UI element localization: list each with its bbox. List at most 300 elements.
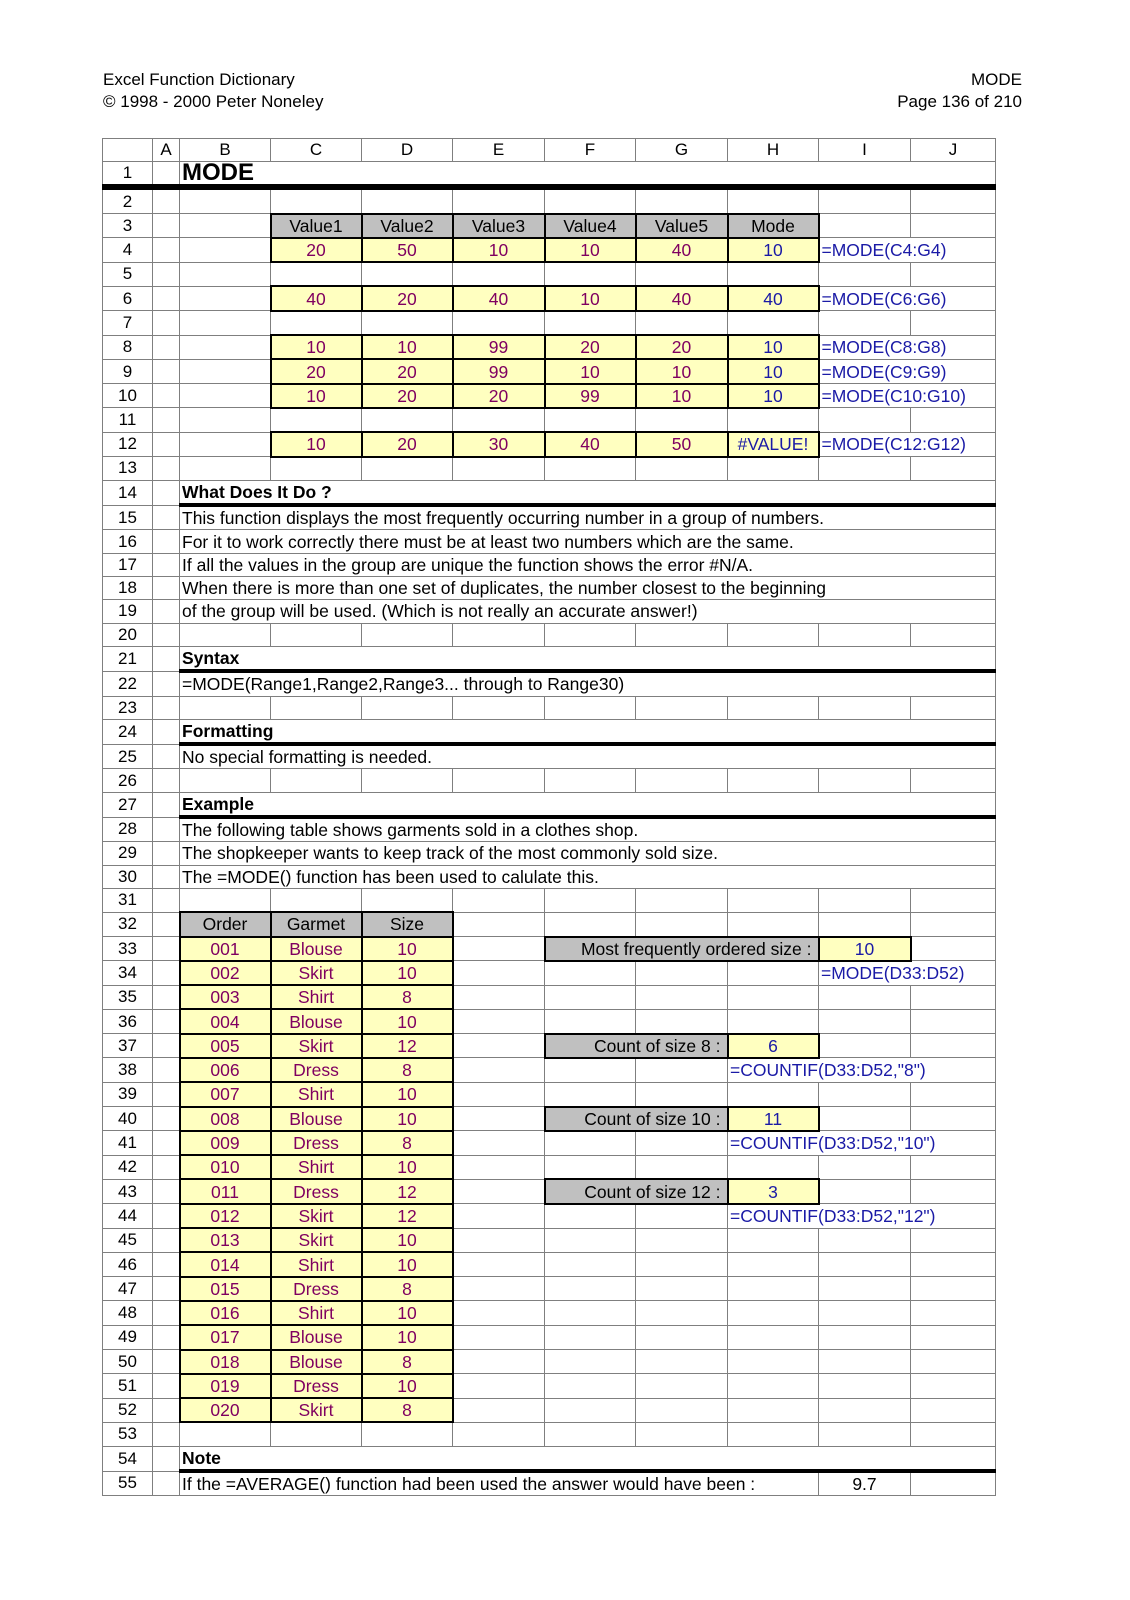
order-cell[interactable]: 015 xyxy=(180,1277,271,1301)
cell[interactable] xyxy=(453,888,545,912)
value-cell[interactable]: 10 xyxy=(271,384,362,408)
value-cell[interactable]: 20 xyxy=(362,384,453,408)
cell[interactable] xyxy=(636,1252,728,1276)
section-heading-formatting[interactable]: Formatting xyxy=(180,719,996,744)
value-cell[interactable]: 40 xyxy=(453,286,545,310)
cell[interactable] xyxy=(453,1252,545,1276)
row-number[interactable]: 14 xyxy=(103,480,153,505)
cell[interactable] xyxy=(545,985,636,1009)
cell[interactable] xyxy=(153,842,180,865)
garment-cell[interactable]: Dress xyxy=(271,1179,362,1203)
row-number[interactable]: 52 xyxy=(103,1398,153,1422)
description-line[interactable]: of the group will be used. (Which is not really an accurate answer!) xyxy=(180,600,996,623)
row-number[interactable]: 45 xyxy=(103,1228,153,1252)
cell[interactable] xyxy=(153,1277,180,1301)
cell[interactable] xyxy=(545,408,636,432)
cell[interactable] xyxy=(453,1179,545,1203)
formula-text[interactable]: =MODE(C10:G10) xyxy=(819,384,996,408)
cell[interactable] xyxy=(153,286,180,310)
example-line[interactable]: The shopkeeper wants to keep track of the most commonly sold size. xyxy=(180,842,996,865)
value-cell[interactable]: 20 xyxy=(271,238,362,262)
row-number[interactable]: 43 xyxy=(103,1179,153,1203)
cell[interactable] xyxy=(153,937,180,961)
section-heading-what[interactable]: What Does It Do ? xyxy=(180,480,996,505)
cell[interactable] xyxy=(153,1082,180,1106)
cell[interactable] xyxy=(819,214,911,238)
cell[interactable] xyxy=(453,1228,545,1252)
cell[interactable] xyxy=(911,1374,996,1398)
value-cell[interactable]: 20 xyxy=(271,359,362,383)
cell[interactable] xyxy=(271,623,362,646)
cell[interactable] xyxy=(545,1301,636,1325)
cell[interactable] xyxy=(911,408,996,432)
column-header[interactable]: G xyxy=(636,139,728,162)
cell[interactable] xyxy=(819,1398,911,1422)
cell[interactable] xyxy=(153,187,180,213)
cell[interactable] xyxy=(153,1058,180,1082)
cell[interactable] xyxy=(153,1204,180,1228)
cell[interactable] xyxy=(728,1350,819,1374)
formula-text[interactable]: =MODE(D33:D52) xyxy=(819,961,996,985)
size-cell[interactable]: 8 xyxy=(362,1131,453,1155)
size-cell[interactable]: 10 xyxy=(362,1082,453,1106)
count-8-label[interactable]: Count of size 8 : xyxy=(545,1034,728,1058)
cell[interactable] xyxy=(153,1446,180,1471)
row-number[interactable]: 15 xyxy=(103,505,153,530)
row-number[interactable]: 3 xyxy=(103,214,153,238)
size-cell[interactable]: 10 xyxy=(362,937,453,961)
row-number[interactable]: 28 xyxy=(103,817,153,842)
value-cell[interactable]: 10 xyxy=(636,384,728,408)
cell[interactable] xyxy=(453,1325,545,1349)
formula-text[interactable]: =MODE(C12:G12) xyxy=(819,432,996,456)
mode-result[interactable]: 10 xyxy=(728,335,819,359)
cell[interactable] xyxy=(153,408,180,432)
cell[interactable] xyxy=(545,187,636,213)
garment-cell[interactable]: Blouse xyxy=(271,1325,362,1349)
note-text[interactable]: If the =AVERAGE() function had been used the answer would have been : xyxy=(180,1471,819,1496)
garment-cell[interactable]: Skirt xyxy=(271,1034,362,1058)
cell[interactable] xyxy=(636,1228,728,1252)
cell[interactable] xyxy=(453,1131,545,1155)
cell[interactable] xyxy=(153,553,180,576)
section-heading-note[interactable]: Note xyxy=(180,1446,996,1471)
cell[interactable] xyxy=(728,1398,819,1422)
row-number[interactable]: 18 xyxy=(103,577,153,600)
cell[interactable] xyxy=(271,888,362,912)
cell[interactable] xyxy=(545,311,636,335)
row-number[interactable]: 26 xyxy=(103,769,153,792)
cell[interactable] xyxy=(545,262,636,286)
size-cell[interactable]: 8 xyxy=(362,1058,453,1082)
cell[interactable] xyxy=(728,1082,819,1106)
cell[interactable] xyxy=(153,335,180,359)
cell[interactable] xyxy=(271,311,362,335)
description-line[interactable]: This function displays the most frequently occurring number in a group of numbers. xyxy=(180,505,996,530)
cell[interactable] xyxy=(636,623,728,646)
column-header[interactable]: D xyxy=(362,139,453,162)
cell[interactable] xyxy=(153,577,180,600)
garment-cell[interactable]: Blouse xyxy=(271,1107,362,1131)
order-cell[interactable]: 009 xyxy=(180,1131,271,1155)
cell[interactable] xyxy=(545,696,636,719)
cell[interactable] xyxy=(636,1058,728,1082)
row-number[interactable]: 42 xyxy=(103,1155,153,1179)
row-number[interactable]: 47 xyxy=(103,1277,153,1301)
row-number[interactable]: 5 xyxy=(103,262,153,286)
row-number[interactable]: 48 xyxy=(103,1301,153,1325)
cell[interactable] xyxy=(153,432,180,456)
cell[interactable] xyxy=(636,888,728,912)
cell[interactable] xyxy=(362,311,453,335)
cell[interactable] xyxy=(819,696,911,719)
cell[interactable] xyxy=(636,912,728,936)
cell[interactable] xyxy=(819,1155,911,1179)
cell[interactable] xyxy=(545,912,636,936)
cell[interactable] xyxy=(180,238,271,262)
garment-cell[interactable]: Blouse xyxy=(271,1350,362,1374)
cell[interactable] xyxy=(728,457,819,481)
order-cell[interactable]: 019 xyxy=(180,1374,271,1398)
cell[interactable] xyxy=(636,985,728,1009)
cell[interactable] xyxy=(911,1228,996,1252)
cell[interactable] xyxy=(545,1155,636,1179)
cell[interactable] xyxy=(819,187,911,213)
cell[interactable] xyxy=(911,1009,996,1033)
value-cell[interactable]: 10 xyxy=(453,238,545,262)
value-header[interactable]: Value2 xyxy=(362,214,453,238)
value-cell[interactable]: 10 xyxy=(362,335,453,359)
garment-cell[interactable]: Shirt xyxy=(271,1155,362,1179)
cell[interactable] xyxy=(911,1350,996,1374)
garment-cell[interactable]: Dress xyxy=(271,1374,362,1398)
row-number[interactable]: 2 xyxy=(103,187,153,213)
cell[interactable] xyxy=(545,1082,636,1106)
formula-text[interactable]: =MODE(C9:G9) xyxy=(819,359,996,383)
row-number[interactable]: 17 xyxy=(103,553,153,576)
value-cell[interactable]: 20 xyxy=(636,335,728,359)
value-cell[interactable]: 50 xyxy=(362,238,453,262)
value-cell[interactable]: 10 xyxy=(545,238,636,262)
order-cell[interactable]: 018 xyxy=(180,1350,271,1374)
cell[interactable] xyxy=(911,457,996,481)
cell[interactable] xyxy=(636,1398,728,1422)
cell[interactable] xyxy=(153,1301,180,1325)
cell[interactable] xyxy=(453,262,545,286)
row-number[interactable]: 20 xyxy=(103,623,153,646)
cell[interactable] xyxy=(153,1252,180,1276)
cell[interactable] xyxy=(819,1082,911,1106)
cell[interactable] xyxy=(728,187,819,213)
cell[interactable] xyxy=(819,623,911,646)
cell[interactable] xyxy=(453,912,545,936)
cell[interactable] xyxy=(636,1277,728,1301)
row-number[interactable]: 44 xyxy=(103,1204,153,1228)
size-cell[interactable]: 10 xyxy=(362,961,453,985)
row-number[interactable]: 24 xyxy=(103,719,153,744)
cell[interactable] xyxy=(153,238,180,262)
cell[interactable] xyxy=(362,1422,453,1446)
value-cell[interactable]: 40 xyxy=(636,286,728,310)
cell[interactable] xyxy=(153,696,180,719)
most-frequent-value[interactable]: 10 xyxy=(819,937,911,961)
value-cell[interactable]: 99 xyxy=(453,359,545,383)
value-header[interactable]: Value3 xyxy=(453,214,545,238)
cell[interactable] xyxy=(911,1301,996,1325)
cell[interactable] xyxy=(153,671,180,696)
order-cell[interactable]: 002 xyxy=(180,961,271,985)
cell[interactable] xyxy=(453,1422,545,1446)
cell[interactable] xyxy=(180,432,271,456)
cell[interactable] xyxy=(453,1277,545,1301)
cell[interactable] xyxy=(636,1350,728,1374)
example-header[interactable]: Size xyxy=(362,912,453,936)
row-number[interactable]: 33 xyxy=(103,937,153,961)
cell[interactable] xyxy=(180,311,271,335)
column-header[interactable]: J xyxy=(911,139,996,162)
cell[interactable] xyxy=(153,262,180,286)
cell[interactable] xyxy=(153,888,180,912)
order-cell[interactable]: 008 xyxy=(180,1107,271,1131)
row-number[interactable]: 8 xyxy=(103,335,153,359)
row-number[interactable]: 22 xyxy=(103,671,153,696)
row-number[interactable]: 16 xyxy=(103,530,153,553)
cell[interactable] xyxy=(911,696,996,719)
row-number[interactable]: 36 xyxy=(103,1009,153,1033)
cell[interactable] xyxy=(728,696,819,719)
column-header[interactable]: A xyxy=(153,139,180,162)
cell[interactable] xyxy=(545,1228,636,1252)
sheet-title[interactable]: MODE xyxy=(180,162,996,188)
cell[interactable] xyxy=(153,359,180,383)
size-cell[interactable]: 10 xyxy=(362,1301,453,1325)
section-heading-syntax[interactable]: Syntax xyxy=(180,646,996,671)
row-number[interactable]: 27 xyxy=(103,792,153,817)
row-number[interactable]: 25 xyxy=(103,744,153,769)
cell[interactable] xyxy=(545,769,636,792)
example-header[interactable]: Garmet xyxy=(271,912,362,936)
cell[interactable] xyxy=(819,912,911,936)
value-cell[interactable]: 20 xyxy=(362,432,453,456)
cell[interactable] xyxy=(545,1277,636,1301)
cell[interactable] xyxy=(911,985,996,1009)
column-header[interactable]: F xyxy=(545,139,636,162)
cell[interactable] xyxy=(911,623,996,646)
cell[interactable] xyxy=(362,623,453,646)
cell[interactable] xyxy=(153,1131,180,1155)
garment-cell[interactable]: Blouse xyxy=(271,937,362,961)
row-number[interactable]: 1 xyxy=(103,162,153,188)
value-cell[interactable]: 40 xyxy=(545,432,636,456)
cell[interactable] xyxy=(911,1082,996,1106)
description-line[interactable]: When there is more than one set of duplicates, the number closest to the beginning xyxy=(180,577,996,600)
size-cell[interactable]: 12 xyxy=(362,1179,453,1203)
cell[interactable] xyxy=(153,530,180,553)
cell[interactable] xyxy=(153,1398,180,1422)
cell[interactable] xyxy=(911,1179,996,1203)
cell[interactable] xyxy=(728,408,819,432)
row-number[interactable]: 54 xyxy=(103,1446,153,1471)
cell[interactable] xyxy=(911,912,996,936)
value-cell[interactable]: 20 xyxy=(362,359,453,383)
cell[interactable] xyxy=(153,985,180,1009)
syntax-text[interactable]: =MODE(Range1,Range2,Range3... through to Range30) xyxy=(180,671,996,696)
cell[interactable] xyxy=(453,311,545,335)
row-number[interactable]: 38 xyxy=(103,1058,153,1082)
cell[interactable] xyxy=(728,769,819,792)
cell[interactable] xyxy=(911,888,996,912)
cell[interactable] xyxy=(819,408,911,432)
cell[interactable] xyxy=(636,1082,728,1106)
example-header[interactable]: Order xyxy=(180,912,271,936)
row-number[interactable]: 12 xyxy=(103,432,153,456)
cell[interactable] xyxy=(180,384,271,408)
cell[interactable] xyxy=(911,1398,996,1422)
mode-result[interactable]: 10 xyxy=(728,384,819,408)
cell[interactable] xyxy=(180,696,271,719)
cell[interactable] xyxy=(453,623,545,646)
cell[interactable] xyxy=(819,262,911,286)
size-cell[interactable]: 10 xyxy=(362,1252,453,1276)
count-12-label[interactable]: Count of size 12 : xyxy=(545,1179,728,1203)
value-cell[interactable]: 99 xyxy=(453,335,545,359)
cell[interactable] xyxy=(153,1107,180,1131)
cell[interactable] xyxy=(911,1325,996,1349)
garment-cell[interactable]: Dress xyxy=(271,1131,362,1155)
cell[interactable] xyxy=(271,696,362,719)
cell[interactable] xyxy=(545,1325,636,1349)
row-number[interactable]: 55 xyxy=(103,1471,153,1496)
cell[interactable] xyxy=(153,865,180,888)
size-cell[interactable]: 8 xyxy=(362,985,453,1009)
cell[interactable] xyxy=(911,937,996,961)
cell[interactable] xyxy=(636,1155,728,1179)
size-cell[interactable]: 10 xyxy=(362,1228,453,1252)
cell[interactable] xyxy=(362,888,453,912)
cell[interactable] xyxy=(545,623,636,646)
order-cell[interactable]: 010 xyxy=(180,1155,271,1179)
size-cell[interactable]: 8 xyxy=(362,1398,453,1422)
cell[interactable] xyxy=(180,286,271,310)
cell[interactable] xyxy=(271,262,362,286)
value-header[interactable]: Value1 xyxy=(271,214,362,238)
cell[interactable] xyxy=(453,1034,545,1058)
garment-cell[interactable]: Dress xyxy=(271,1277,362,1301)
garment-cell[interactable]: Shirt xyxy=(271,985,362,1009)
row-number[interactable]: 13 xyxy=(103,457,153,481)
cell[interactable] xyxy=(153,457,180,481)
row-number[interactable]: 50 xyxy=(103,1350,153,1374)
cell[interactable] xyxy=(180,888,271,912)
row-number[interactable]: 29 xyxy=(103,842,153,865)
cell[interactable] xyxy=(153,623,180,646)
cell[interactable] xyxy=(453,408,545,432)
garment-cell[interactable]: Skirt xyxy=(271,1398,362,1422)
cell[interactable] xyxy=(728,262,819,286)
cell[interactable] xyxy=(636,961,728,985)
size-cell[interactable]: 10 xyxy=(362,1009,453,1033)
value-cell[interactable]: 20 xyxy=(362,286,453,310)
row-number[interactable]: 6 xyxy=(103,286,153,310)
cell[interactable] xyxy=(453,696,545,719)
example-line[interactable]: The =MODE() function has been used to calulate this. xyxy=(180,865,996,888)
row-number[interactable]: 21 xyxy=(103,646,153,671)
row-number[interactable]: 39 xyxy=(103,1082,153,1106)
cell[interactable] xyxy=(153,961,180,985)
cell[interactable] xyxy=(153,1034,180,1058)
cell[interactable] xyxy=(180,769,271,792)
cell[interactable] xyxy=(545,1009,636,1033)
cell[interactable] xyxy=(728,1422,819,1446)
cell[interactable] xyxy=(819,888,911,912)
cell[interactable] xyxy=(362,187,453,213)
cell[interactable] xyxy=(911,214,996,238)
cell[interactable] xyxy=(362,696,453,719)
row-number[interactable]: 19 xyxy=(103,600,153,623)
cell[interactable] xyxy=(636,1301,728,1325)
order-cell[interactable]: 004 xyxy=(180,1009,271,1033)
cell[interactable] xyxy=(271,408,362,432)
cell[interactable] xyxy=(453,769,545,792)
cell[interactable] xyxy=(153,1471,180,1496)
cell[interactable] xyxy=(911,1252,996,1276)
garment-cell[interactable]: Shirt xyxy=(271,1301,362,1325)
cell[interactable] xyxy=(819,1422,911,1446)
cell[interactable] xyxy=(153,480,180,505)
cell[interactable] xyxy=(153,1374,180,1398)
mode-result[interactable]: 40 xyxy=(728,286,819,310)
cell[interactable] xyxy=(453,1082,545,1106)
cell[interactable] xyxy=(819,1325,911,1349)
cell[interactable] xyxy=(819,1277,911,1301)
formatting-text[interactable]: No special formatting is needed. xyxy=(180,744,996,769)
cell[interactable] xyxy=(728,311,819,335)
row-number[interactable]: 37 xyxy=(103,1034,153,1058)
cell[interactable] xyxy=(819,1301,911,1325)
formula-text[interactable]: =COUNTIF(D33:D52,"10") xyxy=(728,1131,996,1155)
order-cell[interactable]: 011 xyxy=(180,1179,271,1203)
value-header[interactable]: Value4 xyxy=(545,214,636,238)
order-cell[interactable]: 003 xyxy=(180,985,271,1009)
row-number[interactable]: 31 xyxy=(103,888,153,912)
row-number[interactable]: 30 xyxy=(103,865,153,888)
count-8-value[interactable]: 6 xyxy=(728,1034,819,1058)
cell[interactable] xyxy=(819,769,911,792)
cell[interactable] xyxy=(271,1422,362,1446)
cell[interactable] xyxy=(636,1009,728,1033)
cell[interactable] xyxy=(728,912,819,936)
average-value[interactable]: 9.7 xyxy=(819,1471,911,1496)
cell[interactable] xyxy=(153,505,180,530)
mode-result[interactable]: 10 xyxy=(728,359,819,383)
row-number[interactable]: 40 xyxy=(103,1107,153,1131)
cell[interactable] xyxy=(545,1204,636,1228)
cell[interactable] xyxy=(545,457,636,481)
row-number[interactable]: 4 xyxy=(103,238,153,262)
row-number[interactable]: 53 xyxy=(103,1422,153,1446)
cell[interactable] xyxy=(819,985,911,1009)
cell[interactable] xyxy=(153,214,180,238)
row-number[interactable]: 51 xyxy=(103,1374,153,1398)
garment-cell[interactable]: Blouse xyxy=(271,1009,362,1033)
cell[interactable] xyxy=(911,1107,996,1131)
cell[interactable] xyxy=(453,961,545,985)
cell[interactable] xyxy=(453,1204,545,1228)
cell[interactable] xyxy=(819,1034,911,1058)
size-cell[interactable]: 10 xyxy=(362,1374,453,1398)
cell[interactable] xyxy=(153,1422,180,1446)
cell[interactable] xyxy=(911,1277,996,1301)
